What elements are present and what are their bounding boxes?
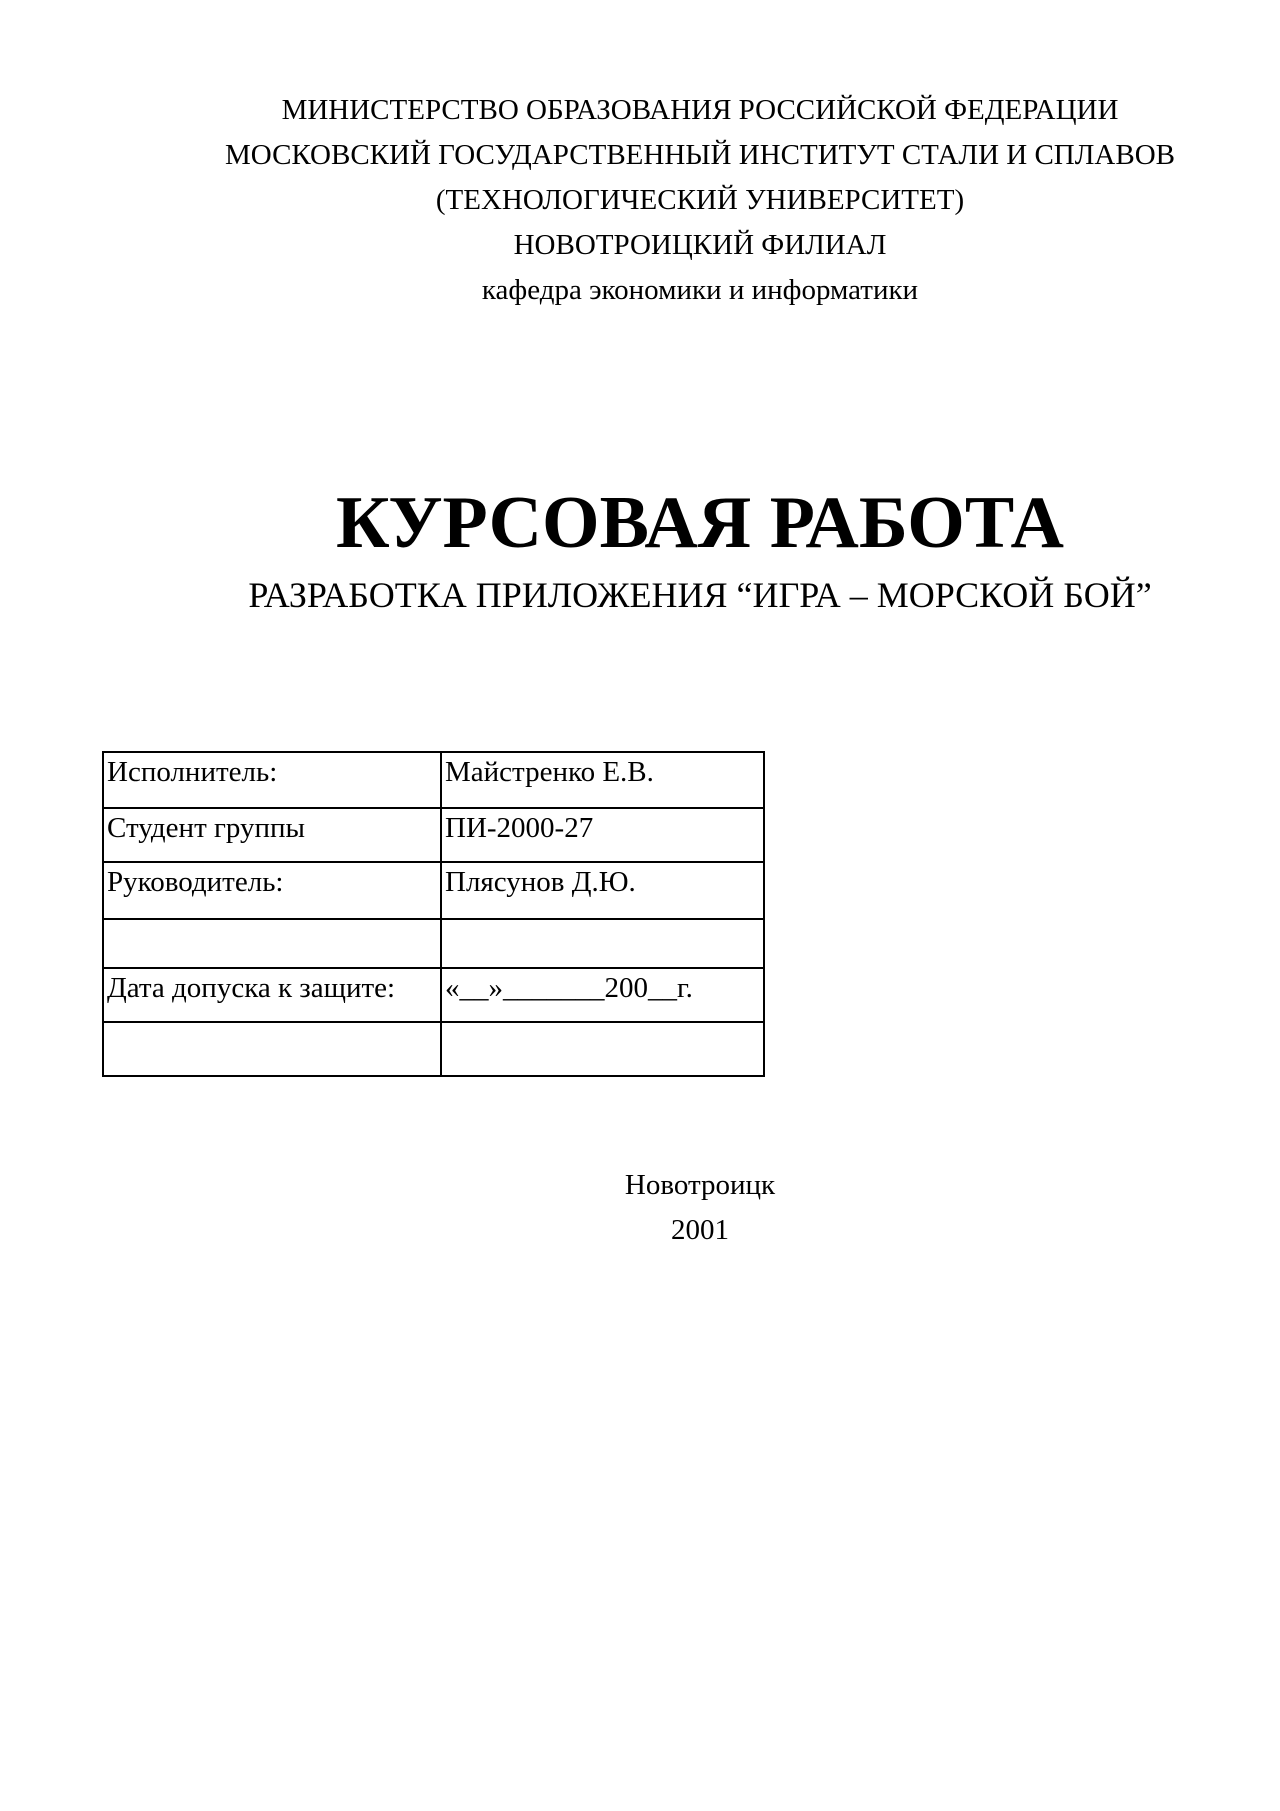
institution-header bbox=[150, 88, 1250, 313]
admission-date-value: «__»_______200__г. bbox=[441, 968, 764, 1022]
institute-line: МОСКОВСКИЙ ГОСУДАРСТВЕННЫЙ ИНСТИТУТ СТАЛИ И СПЛАВОВ bbox=[225, 139, 1175, 171]
table-row-empty-2 bbox=[103, 1022, 764, 1076]
table-row-executor bbox=[103, 752, 764, 808]
executor-label: Исполнитель: bbox=[103, 752, 441, 808]
supervisor-value: Плясунов Д.Ю. bbox=[441, 862, 764, 919]
department-line: кафедра экономики и информатики bbox=[481, 274, 919, 306]
supervisor-label: Руководитель: bbox=[103, 862, 441, 919]
university-line: (ТЕХНОЛОГИЧЕСКИЙ УНИВЕРСИТЕТ) bbox=[435, 184, 965, 216]
ministry-line: МИНИСТЕРСТВО ОБРАЗОВАНИЯ РОССИЙСКОЙ ФЕДЕРАЦИИ bbox=[281, 94, 1119, 126]
empty-cell bbox=[441, 919, 764, 968]
executor-value: Майстренко Е.В. bbox=[441, 752, 764, 808]
table-row-supervisor bbox=[103, 862, 764, 919]
table-row-admission-date bbox=[103, 968, 764, 1022]
document-title: КУРСОВАЯ РАБОТА bbox=[336, 482, 1064, 564]
document-subtitle: РАЗРАБОТКА ПРИЛОЖЕНИЯ “ИГРА – МОРСКОЙ БОЙ” bbox=[248, 575, 1152, 615]
year: 2001 bbox=[671, 1214, 729, 1246]
table-row-empty-1 bbox=[103, 919, 764, 968]
document-footer bbox=[150, 1163, 1250, 1253]
group-label: Студент группы bbox=[103, 808, 441, 862]
table-row-group bbox=[103, 808, 764, 862]
group-value: ПИ-2000-27 bbox=[441, 808, 764, 862]
admission-date-label: Дата допуска к защите: bbox=[103, 968, 441, 1022]
empty-cell bbox=[441, 1022, 764, 1076]
branch-line: НОВОТРОИЦКИЙ ФИЛИАЛ bbox=[513, 229, 887, 261]
empty-cell bbox=[103, 919, 441, 968]
info-table bbox=[102, 751, 765, 1077]
city: Новотроицк bbox=[624, 1169, 776, 1201]
empty-cell bbox=[103, 1022, 441, 1076]
